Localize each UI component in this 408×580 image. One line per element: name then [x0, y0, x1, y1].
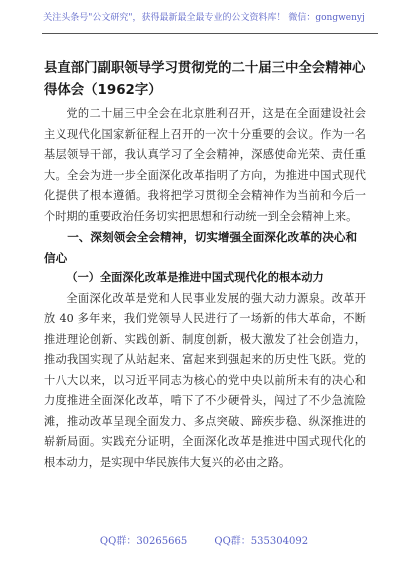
intro-paragraph: 党的二十届三中全会在北京胜利召开，这是在全面建设社会主义现代化国家新征程上召开的一次十分重要的会议。作为一名基层领导干部，我认真学习了全会精神，深感使命光荣、责任重大。全会为进一步全面深化改革指明了方向，为推进中国式现代化提供了根本遵循。我将把学习贯彻全会精神作为当前和今后一个时期的重要政治任务切实把思想和行动统一到全会精神上来。: [44, 107, 366, 223]
footer-qq-group-1: QQ群：30265665: [99, 536, 188, 547]
header-notice: 关注头条号"公文研究"，获得最新最全最专业的公文资料库！ 微信：gongwenyj: [43, 13, 365, 23]
document-body: [44, 58, 366, 473]
body-paragraph: 全面深化改革是党和人民事业发展的强大动力源泉。改革开放 40 多年来，我们党领导人民进行了一场新的伟大革命，不断推进理论创新、实践创新、制度创新，极大激发了社会创造力，推动我国实现了从站起来、富起来到强起来的历史性飞跃。党的十八大以来，以习近平同志为核心的党中央以前所未有的决心和力度推进全面深化改革，啃下了不少硬骨头，闯过了不少急流险滩，推动改革呈现全面发力、多点突破、蹄疾步稳、纵深推进的崭新局面。实践充分证明，全面深化改革是推进中国式现代化的根本动力，是实现中华民族伟大复兴的必由之路。: [44, 291, 366, 469]
section-heading-1: 一、深刻领会全会精神，切实增强全面深化改革的决心和信心: [44, 230, 358, 265]
header-divider: [42, 33, 378, 34]
subsection-heading-1: （一）全面深化改革是推进中国式现代化的根本动力: [66, 271, 324, 284]
footer-qq-group-2: QQ群：535304092: [214, 536, 309, 547]
document-title: 县直部门副职领导学习贯彻党的二十届三中全会精神心得体会（1962字）: [44, 61, 366, 98]
footer-contacts: [0, 532, 408, 547]
